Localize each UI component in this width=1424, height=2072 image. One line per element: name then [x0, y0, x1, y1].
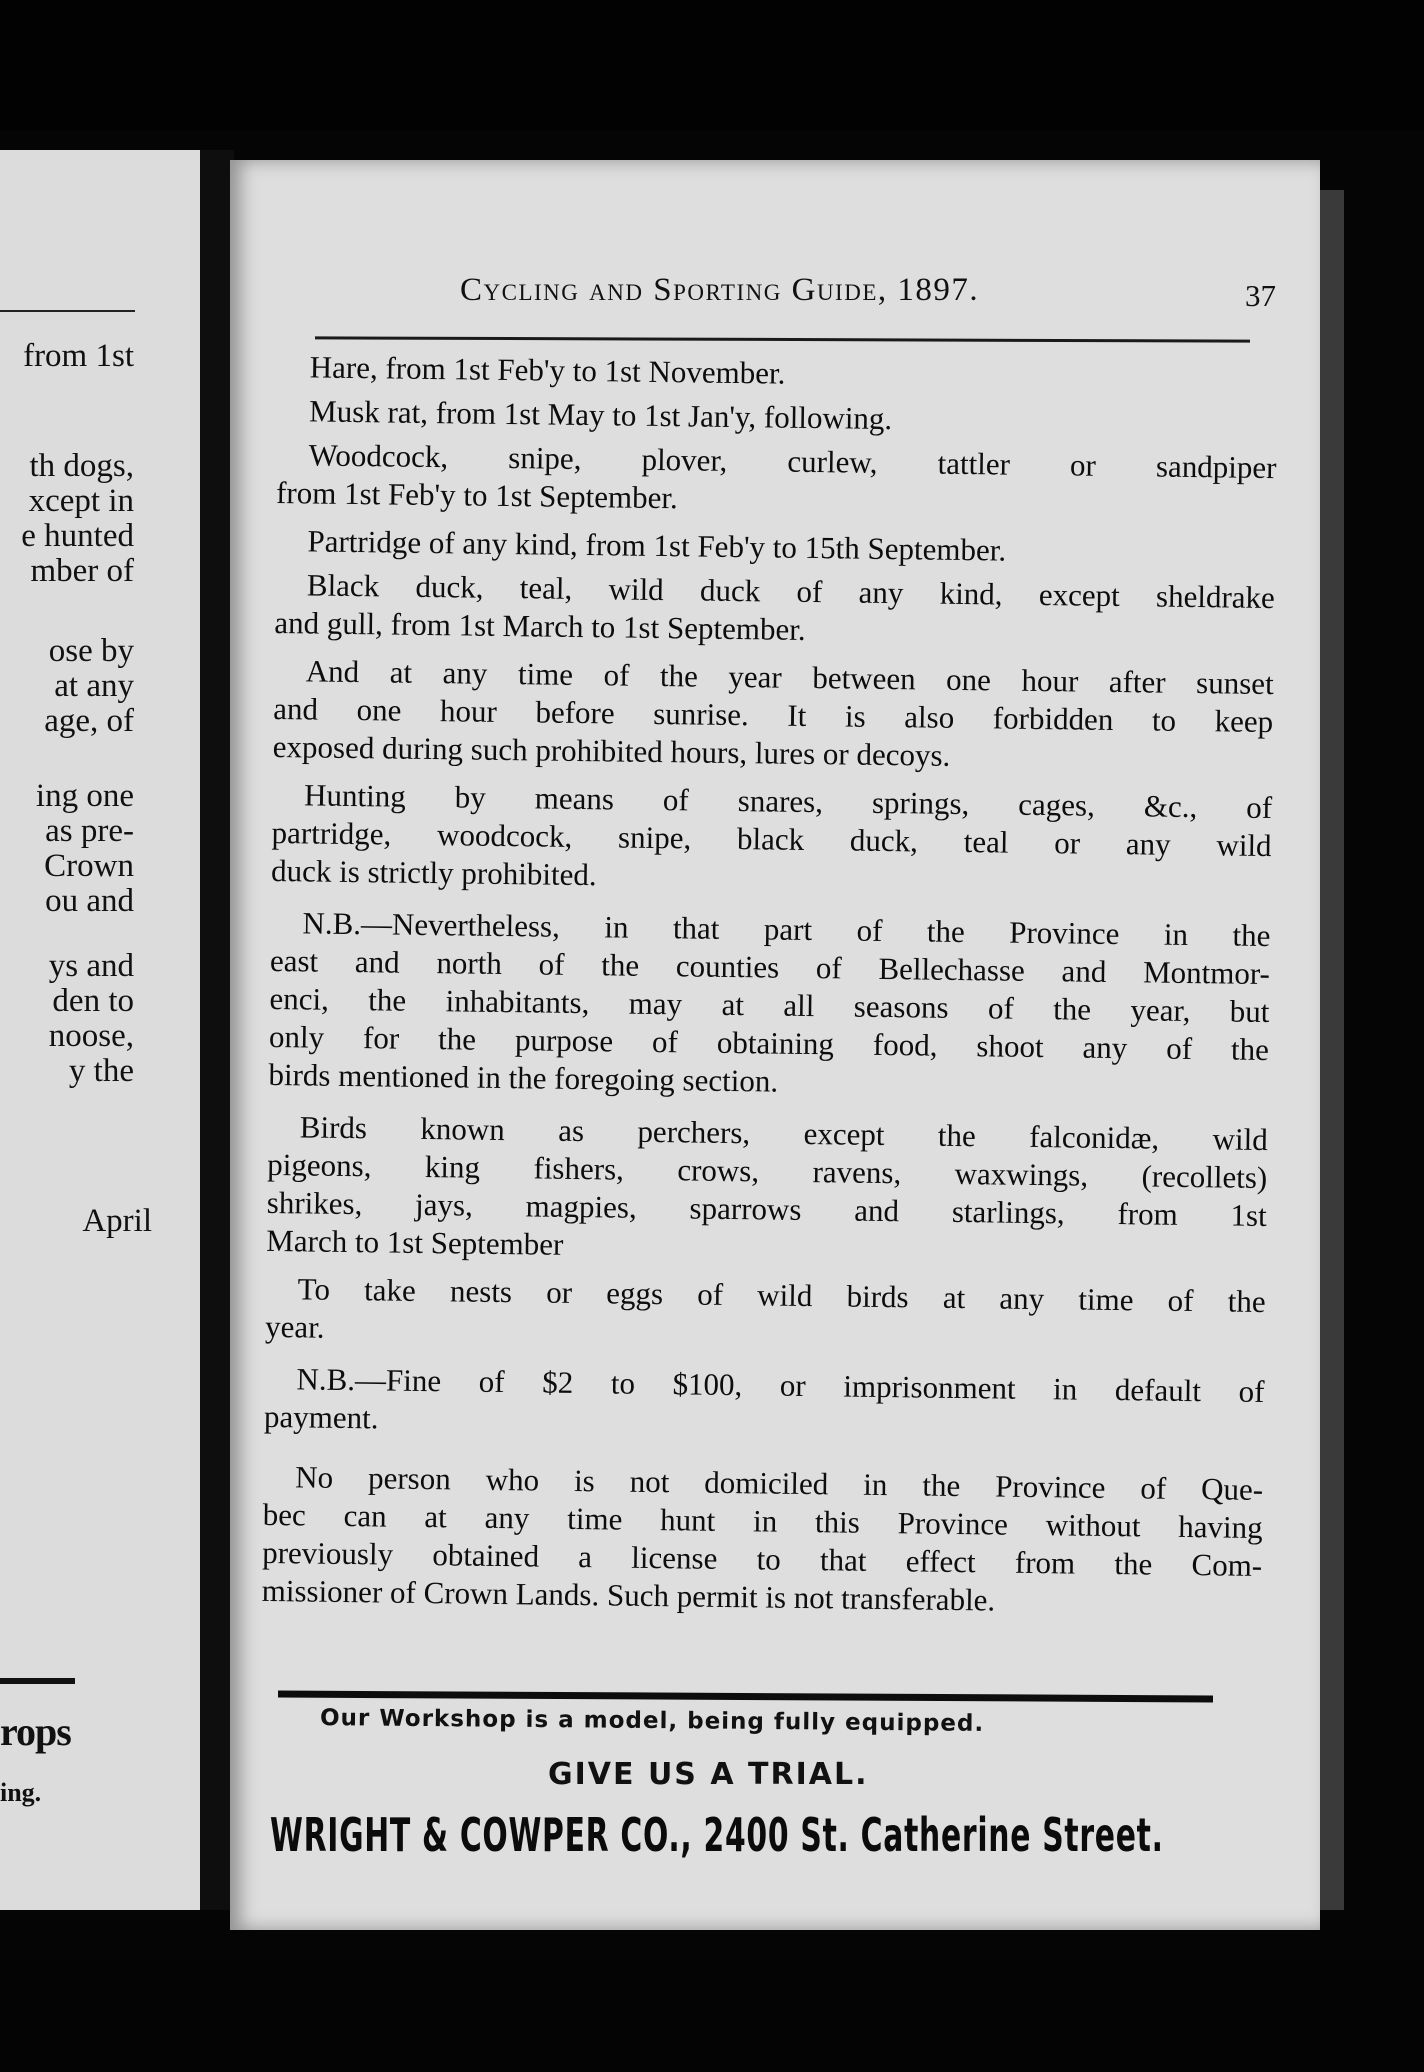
text-line: payment. [263, 1398, 379, 1436]
previous-page-line: Crown [44, 848, 134, 884]
text-line: enci, the inhabitants, may at all seasons of the year, but [269, 980, 1270, 1030]
text-line: duck is strictly prohibited. [270, 852, 597, 893]
text-line: partridge, woodcock, snipe, black duck, teal or any wild [271, 814, 1272, 864]
previous-page-line: ou and [45, 883, 134, 919]
previous-page-line: ing one [35, 778, 134, 814]
previous-page-line: den to [52, 983, 134, 1019]
text-line: Hunting by means of snares, springs, cages, &c., of [303, 777, 1273, 826]
book-page-37 [230, 160, 1320, 1930]
body-paragraph [271, 776, 1272, 903]
ad-workshop-line: Our Workshop is a model, being fully equipped. [319, 1705, 985, 1737]
previous-page-line: April [82, 1203, 152, 1239]
text-line: and one hour before sunrise. It is also forbidden to keep [273, 690, 1274, 740]
previous-page-ad-subtext: ing. [0, 1778, 42, 1807]
previous-page-line: at any [54, 668, 134, 704]
previous-page-line: ys and [48, 948, 134, 984]
text-line: pigeons, king fishers, crows, ravens, waxwings, (recollets) [267, 1146, 1268, 1196]
text-line: Woodcock, snipe, plover, curlew, tattler or sandpiper [308, 437, 1277, 486]
text-line: Birds known as perchers, except the falconidæ, wild [299, 1109, 1268, 1158]
text-line: N.B.—Nevertheless, in that part of the Province in the [302, 905, 1271, 954]
body-paragraph [266, 1108, 1268, 1273]
body-paragraph [277, 392, 1277, 443]
previous-page-line: from 1st [23, 338, 134, 374]
page-header [290, 270, 1276, 320]
text-line: Partridge of any kind, from 1st Feb'y to 15th September. [307, 523, 1007, 568]
text-line: and gull, from 1st March to 1st September. [274, 604, 806, 647]
previous-page-ad-brand: rops [0, 1709, 71, 1754]
text-line: And at any time of the year between one hour after sunset [305, 653, 1274, 702]
page-edge-shadow [1318, 190, 1344, 1910]
ad-trial-line: GIVE US A TRIAL. [548, 1757, 869, 1792]
scan-background-bottom [0, 1960, 1424, 2072]
header-rule [315, 336, 1250, 342]
text-line: No person who is not domiciled in the Province of Que- [294, 1459, 1264, 1507]
text-line: previously obtained a license to that effect from the Com- [262, 1534, 1263, 1583]
previous-page-line: xcept in [28, 483, 134, 519]
text-line: Black duck, teal, wild duck of any kind, except sheldrake [306, 567, 1276, 616]
previous-page-line: as pre- [45, 813, 134, 849]
page-number: 37 [1245, 278, 1276, 313]
text-line: exposed during such prohibited hours, lures or decoys. [272, 728, 951, 773]
text-line: March to 1st September [266, 1222, 564, 1262]
previous-page-header-rule [0, 310, 135, 312]
body-paragraph [275, 522, 1275, 573]
advertisement-rule [278, 1691, 1213, 1703]
text-line: N.B.—Fine of $2 to $100, or imprisonment in default of [296, 1361, 1265, 1409]
text-line: missioner of Crown Lands. Such permit is not transferable. [261, 1572, 996, 1618]
body-paragraph [265, 1270, 1266, 1359]
previous-page-ad-rule [0, 1678, 75, 1684]
previous-page-line: y the [68, 1053, 134, 1089]
body-paragraph [264, 1360, 1265, 1449]
running-head: Cycling and Sporting Guide, 1897. [460, 272, 980, 308]
ad-company-address: WRIGHT & COWPER CO., 2400 St. Catherine Street. [270, 1808, 1164, 1862]
body-paragraph [274, 566, 1275, 655]
text-line: from 1st Feb'y to 1st September. [275, 474, 678, 516]
previous-page-line: mber of [30, 553, 134, 589]
previous-page-fragment [0, 150, 212, 1910]
text-line: To take nests or eggs of wild birds at any time of the [297, 1271, 1266, 1320]
previous-page-line: ose by [48, 633, 134, 669]
previous-page-line: age, of [44, 703, 134, 739]
page-body [261, 348, 1278, 1629]
body-paragraph [276, 436, 1277, 525]
text-line: only for the purpose of obtaining food, shoot any of the [268, 1018, 1270, 1068]
body-paragraph [268, 904, 1270, 1107]
text-line: year. [264, 1308, 325, 1345]
text-line: east and north of the counties of Bellechasse and Montmor- [269, 942, 1271, 992]
text-line: shrikes, jays, magpies, sparrows and starlings, from 1st [266, 1184, 1267, 1234]
previous-page-line: e hunted [21, 518, 134, 554]
text-line: bec can at any time hunt in this Province without having [262, 1496, 1263, 1545]
previous-page-line: noose, [48, 1018, 134, 1054]
book-gutter [200, 150, 234, 1910]
body-paragraph [261, 1458, 1263, 1623]
body-paragraph [278, 348, 1278, 399]
text-line: Musk rat, from 1st May to 1st Jan'y, following. [308, 393, 893, 437]
body-paragraph [273, 652, 1274, 779]
text-line: Hare, from 1st Feb'y to 1st November. [309, 349, 786, 391]
text-line: birds mentioned in the foregoing section. [268, 1056, 779, 1099]
scan-background-top [0, 0, 1424, 130]
previous-page-line: th dogs, [29, 448, 134, 484]
